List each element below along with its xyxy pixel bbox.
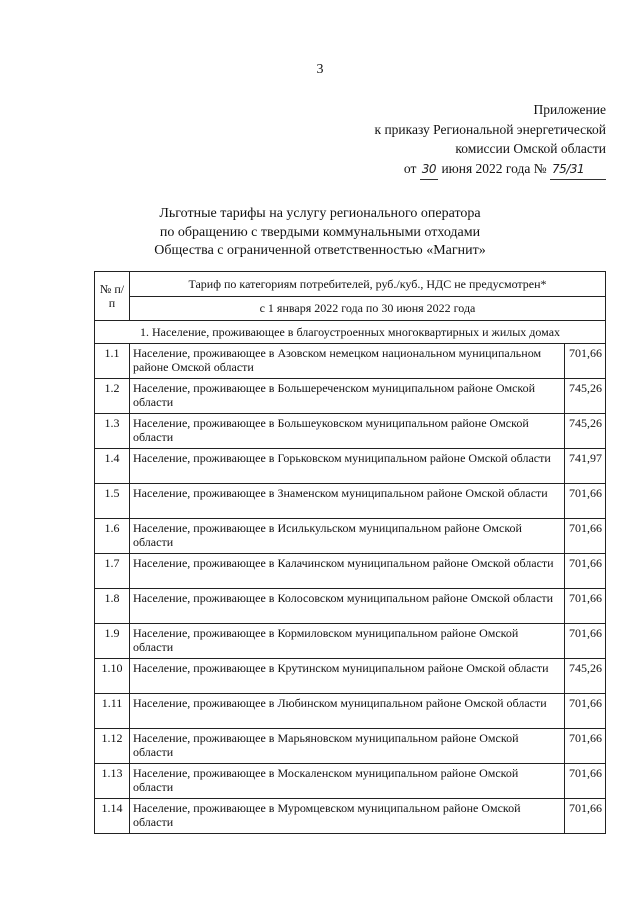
consumer-category: Население, проживающее в Исилькульском муниципальном районе Омской области [130, 519, 565, 554]
table-row [95, 519, 606, 554]
table-row [95, 589, 606, 624]
consumer-category: Население, проживающее в Москаленском муниципальном районе Омской области [130, 764, 565, 799]
consumer-category: Население, проживающее в Любинском муниципальном районе Омской области [130, 694, 565, 729]
appendix-commission: комиссии Омской области [455, 141, 606, 156]
tariff-value: 701,66 [565, 554, 606, 589]
row-number: 1.7 [95, 554, 130, 589]
row-number: 1.8 [95, 589, 130, 624]
table-row [95, 344, 606, 379]
row-number: 1.2 [95, 379, 130, 414]
table-row [95, 449, 606, 484]
col-num-header: № п/п [95, 272, 130, 321]
tariff-value: 701,66 [565, 519, 606, 554]
table-row [95, 379, 606, 414]
tariff-value: 701,66 [565, 764, 606, 799]
tariff-value: 745,26 [565, 659, 606, 694]
table-row [95, 799, 606, 834]
title-line-2: по обращению с твердыми коммунальными отходами [159, 224, 481, 240]
row-number: 1.9 [95, 624, 130, 659]
appendix-block [286, 100, 606, 180]
section-row [95, 321, 606, 344]
tariff-value: 701,66 [565, 624, 606, 659]
appendix-date-line [286, 159, 606, 181]
consumer-category: Население, проживающее в Колосовском муниципальном районе Омской области [130, 589, 565, 624]
consumer-category: Население, проживающее в Большереченском муниципальном районе Омской области [130, 379, 565, 414]
consumer-category: Население, проживающее в Горьковском муниципальном районе Омской области [130, 449, 565, 484]
tariff-value: 701,66 [565, 694, 606, 729]
tariff-value: 701,66 [565, 589, 606, 624]
table-row [95, 554, 606, 589]
col-tariff-header: Тариф по категориям потребителей, руб./куб., НДС не предусмотрен* [130, 272, 606, 297]
date-rest: июня 2022 года № [441, 160, 547, 176]
date-day-handwritten: 30 [420, 160, 438, 181]
row-number: 1.11 [95, 694, 130, 729]
consumer-category: Население, проживающее в Большеуковском муниципальном районе Омской области [130, 414, 565, 449]
page-number: 3 [316, 62, 324, 77]
tariff-table [94, 271, 606, 834]
row-number: 1.14 [95, 799, 130, 834]
section-title: 1. Население, проживающее в благоустроенных многоквартирных и жилых домах [95, 321, 606, 344]
period-header: с 1 января 2022 года по 30 июня 2022 года [130, 296, 606, 321]
consumer-category: Население, проживающее в Знаменском муниципальном районе Омской области [130, 484, 565, 519]
consumer-category: Население, проживающее в Азовском немецком национальном муниципальном районе Омской области [130, 344, 565, 379]
appendix-label: Приложение [533, 102, 606, 117]
row-number: 1.13 [95, 764, 130, 799]
appendix-order-ref: к приказу Региональной энергетической [374, 121, 606, 137]
tariff-value: 701,66 [565, 484, 606, 519]
tariff-value: 701,66 [565, 799, 606, 834]
table-header-row [95, 272, 606, 297]
order-number-handwritten: 75/31 [550, 160, 606, 181]
row-number: 1.12 [95, 729, 130, 764]
table-row [95, 624, 606, 659]
tariff-value: 745,26 [565, 379, 606, 414]
table-row [95, 694, 606, 729]
row-number: 1.6 [95, 519, 130, 554]
table-row [95, 729, 606, 764]
tariff-value: 701,66 [565, 344, 606, 379]
tariff-value: 741,97 [565, 449, 606, 484]
period-header-row [95, 296, 606, 321]
row-number: 1.1 [95, 344, 130, 379]
row-number: 1.4 [95, 449, 130, 484]
consumer-category: Население, проживающее в Калачинском муниципальном районе Омской области [130, 554, 565, 589]
table-row [95, 764, 606, 799]
consumer-category: Население, проживающее в Марьяновском муниципальном районе Омской области [130, 729, 565, 764]
tariff-value: 745,26 [565, 414, 606, 449]
document-title [0, 205, 640, 261]
table-row [95, 484, 606, 519]
table-row [95, 414, 606, 449]
row-number: 1.5 [95, 484, 130, 519]
consumer-category: Население, проживающее в Муромцевском муниципальном районе Омской области [130, 799, 565, 834]
row-number: 1.10 [95, 659, 130, 694]
consumer-category: Население, проживающее в Крутинском муниципальном районе Омской области [130, 659, 565, 694]
date-prefix: от [403, 160, 417, 176]
table-row [95, 659, 606, 694]
title-line-3: Общества с ограниченной ответственностью «Магнит» [154, 243, 486, 258]
row-number: 1.3 [95, 414, 130, 449]
tariff-value: 701,66 [565, 729, 606, 764]
title-line-1: Льготные тарифы на услугу регионального оператора [159, 206, 481, 221]
consumer-category: Население, проживающее в Кормиловском муниципальном районе Омской области [130, 624, 565, 659]
